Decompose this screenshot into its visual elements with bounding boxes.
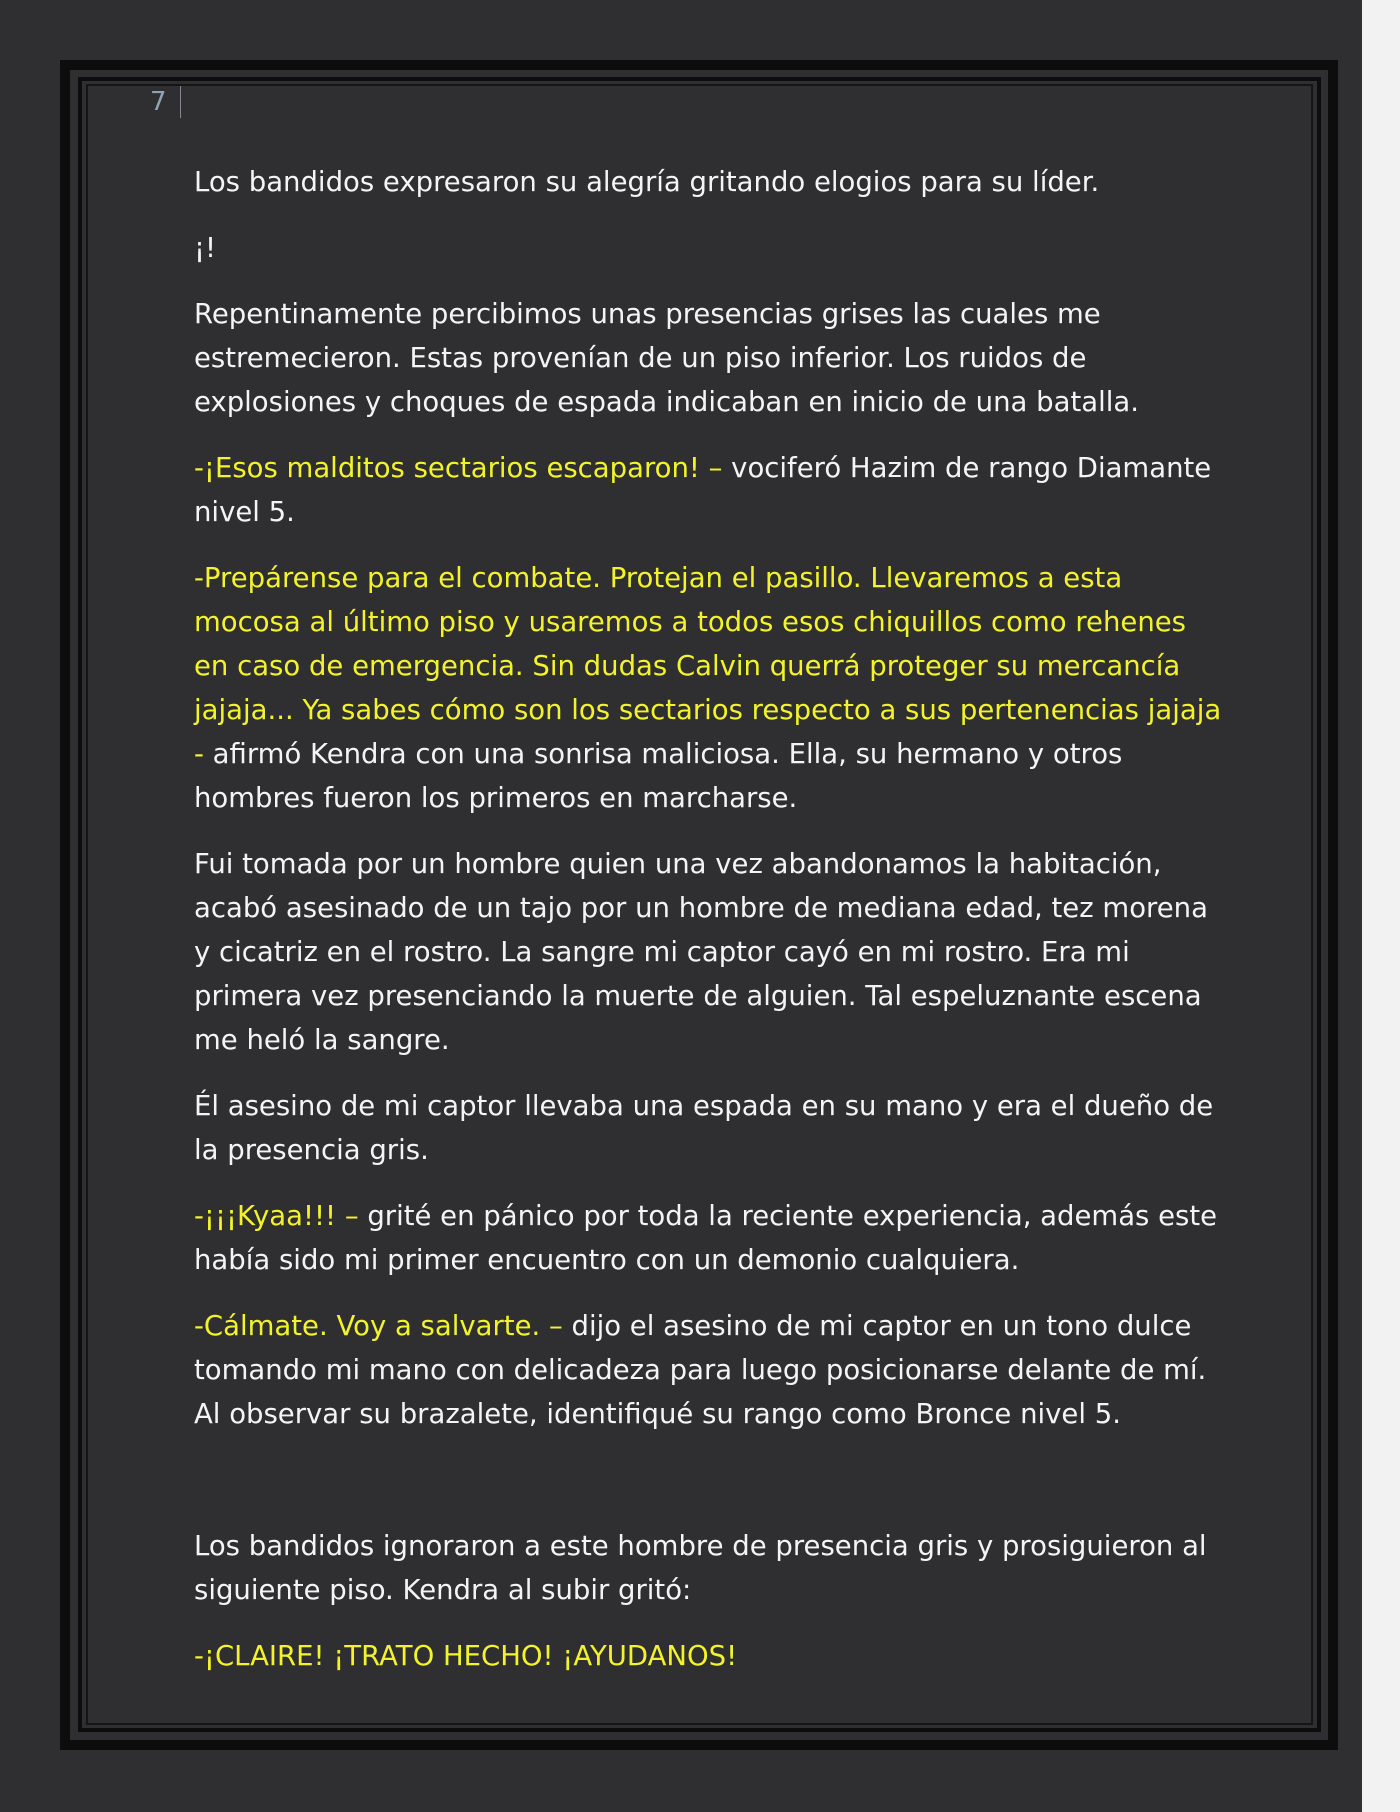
dialogue-text: -¡Esos malditos sectarios escaparon! – (194, 452, 723, 484)
paragraph-3 (194, 292, 1224, 424)
narration-text: Fui tomada por un hombre quien una vez abandonamos la habitación, acabó asesinado de un tajo por un hombre de mediana edad, tez morena y cicatriz en el rostro. La sangre mi captor cayó en mi rostro. Era mi primera vez presenciando la muerte de alguien. Tal espeluznante escena me heló la sangre. (194, 848, 1208, 1056)
dialogue-text: -Cálmate. Voy a salvarte. – (194, 1310, 563, 1342)
paragraph-7 (194, 1084, 1224, 1172)
dialogue-text: -Prepárense para el combate. Protejan el pasillo. Llevaremos a esta mocosa al último piso y usaremos a todos esos chiquillos como rehenes en caso de emergencia. Sin dudas Calvin querrá proteger su mercancía jajaja... Ya sabes cómo son los sectarios respecto a sus pertenencias jajaja - (194, 562, 1222, 770)
paragraph-5 (194, 556, 1224, 820)
paragraph-6 (194, 842, 1224, 1062)
blank-space (194, 1458, 1224, 1524)
narration-text: Los bandidos expresaron su alegría gritando elogios para su líder. (194, 166, 1100, 198)
dialogue-text: -¡¡¡Kyaa!!! – (194, 1200, 359, 1232)
narration-text: vociferó Hazim de rango Diamante nivel 5. (194, 452, 1212, 528)
paragraph-8 (194, 1194, 1224, 1282)
page-body (194, 160, 1224, 1700)
paragraph-4 (194, 446, 1224, 534)
paragraph-11 (194, 1634, 1224, 1678)
page-number: 7 (150, 86, 181, 118)
narration-text: afirmó Kendra con una sonrisa maliciosa. Ella, su hermano y otros hombres fueron los primeros en marcharse. (194, 738, 1123, 814)
dialogue-text: -¡CLAIRE! ¡TRATO HECHO! ¡AYUDANOS! (194, 1640, 738, 1672)
paragraph-2 (194, 226, 1224, 270)
paragraph-9 (194, 1304, 1224, 1436)
page-edge-strip (1362, 0, 1400, 1812)
narration-text: Repentinamente percibimos unas presencias grises las cuales me estremecieron. Estas provenían de un piso inferior. Los ruidos de explosiones y choques de espada indicaban en inicio de una batalla. (194, 298, 1139, 418)
paragraph-10 (194, 1524, 1224, 1612)
narration-text: grité en pánico por toda la reciente experiencia, además este había sido mi primer encuentro con un demonio cualquiera. (194, 1200, 1218, 1276)
narration-text: Los bandidos ignoraron a este hombre de presencia gris y prosiguieron al siguiente piso. Kendra al subir gritó: (194, 1530, 1207, 1606)
narration-text: dijo el asesino de mi captor en un tono dulce tomando mi mano con delicadeza para luego posicionarse delante de mí. Al observar su brazalete, identifiqué su rango como Bronce nivel 5. (194, 1310, 1207, 1430)
paragraph-1 (194, 160, 1224, 204)
narration-text: ¡! (194, 232, 217, 264)
narration-text: Él asesino de mi captor llevaba una espada en su mano y era el dueño de la presencia gris. (194, 1090, 1214, 1166)
